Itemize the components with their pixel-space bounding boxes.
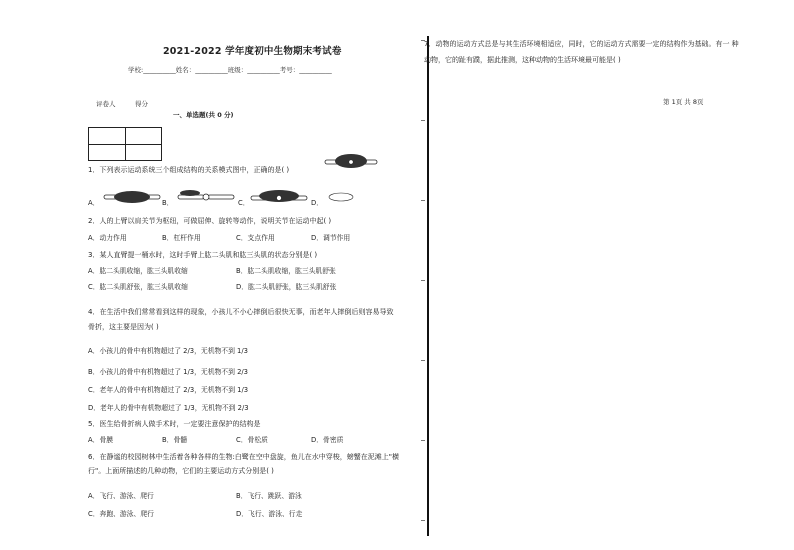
question-5-option-c[interactable]: C．骨松质	[236, 436, 268, 444]
question-2-stem: 2．人的上臂以肩关节为枢纽，可做屈伸、旋转等动作，说明关节在运动中起( )	[88, 217, 332, 225]
question-3-option-a[interactable]: A．肱二头肌收缩，肱三头肌收缩	[88, 267, 188, 275]
question-3-option-d[interactable]: D．肱二头肌舒张，肱三头肌舒张	[236, 283, 337, 291]
question-7-stem-line-2: 动物，它的趾有蹼，据此推测，这种动物的生活环境最可能是( )	[424, 56, 621, 64]
page-number: 第 1页 共 8页	[663, 98, 704, 106]
question-3-stem: 3．某人直臂提一桶水时，这时手臂上肱二头肌和肱三头肌的状态分别是( )	[88, 251, 318, 259]
question-6-option-a[interactable]: A．飞行、游泳、爬行	[88, 492, 154, 500]
question-2-option-b[interactable]: B．杠杆作用	[162, 234, 201, 242]
student-info-line: 学校:__________姓名：__________班级：__________考号：__________	[128, 66, 332, 74]
score-table	[88, 127, 162, 161]
muscle-bone-diagram-icon	[323, 150, 379, 174]
question-6-option-d[interactable]: D．飞行、游泳、行走	[236, 510, 303, 518]
score-label: 得分	[135, 100, 148, 108]
question-1-option-d[interactable]: D．	[311, 199, 324, 207]
question-4-option-c[interactable]: C．老年人的骨中有机物超过了 2/3，无机物不到 1/3	[88, 386, 249, 394]
question-4-option-a[interactable]: A．小孩儿的骨中有机物超过了 2/3，无机物不到 1/3	[88, 347, 248, 355]
question-7-stem-line-1: 7．动物的运动方式总是与其生活环境相适应，同时，它的运动方式需要一定的结构作为基础。有一 种	[424, 40, 739, 48]
option-b-diagram-icon	[176, 186, 236, 208]
question-4-stem-line-2: 骨折，这主要是因为( )	[88, 323, 159, 331]
question-6-option-b[interactable]: B．飞行、跳跃、游泳	[236, 492, 302, 500]
question-6-stem-line-1: 6．在静谧的校园树林中生活着各种各样的生物:白鹭在空中盘旋，鱼儿在水中穿梭，螃蟹在泥滩上"横	[88, 453, 400, 461]
question-3-option-c[interactable]: C．肱二头肌舒张，肱三头肌收缩	[88, 283, 188, 291]
question-5-option-a[interactable]: A．骨膜	[88, 436, 114, 444]
question-4-stem-line-1: 4．在生活中我们常常看到这样的现象，小孩儿不小心摔倒后很快无事，而老年人摔倒后则容易导致	[88, 308, 394, 316]
question-4-option-d[interactable]: D．老年人的骨中有机物超过了 1/3，无机物不到 2/3	[88, 404, 249, 412]
option-c-diagram-icon	[249, 186, 309, 208]
section-title: 一、单选题(共 0 分)	[173, 111, 234, 119]
question-2-option-d[interactable]: D．调节作用	[311, 234, 351, 242]
question-5-stem: 5．医生给骨折病人做手术时，一定要注意保护的结构是	[88, 420, 261, 428]
question-5-option-d[interactable]: D．骨密质	[311, 436, 344, 444]
reviewer-label: 评卷人	[96, 100, 116, 108]
exam-title: 2021-2022 学年度初中生物期末考试卷	[163, 46, 342, 57]
question-4-option-b[interactable]: B．小孩儿的骨中有机物超过了 1/3，无机物不到 2/3	[88, 368, 249, 376]
question-2-option-a[interactable]: A．动力作用	[88, 234, 127, 242]
question-6-option-c[interactable]: C．奔跑、游泳、爬行	[88, 510, 154, 518]
question-1-stem: 1．下列表示运动系统三个组成结构的关系模式图中，正确的是( )	[88, 166, 290, 174]
question-1-option-a[interactable]: A．	[88, 199, 100, 207]
question-2-option-c[interactable]: C．支点作用	[236, 234, 275, 242]
question-5-option-b[interactable]: B．骨髓	[162, 436, 188, 444]
option-d-diagram-icon	[326, 186, 356, 208]
column-divider	[427, 36, 429, 536]
question-1-option-c[interactable]: C．	[238, 199, 250, 207]
question-6-stem-line-2: 行"。上面所描述的几种动物，它们的主要运动方式分别是( )	[88, 467, 274, 475]
option-a-diagram-icon	[102, 186, 162, 208]
question-1-option-b[interactable]: B．	[162, 199, 174, 207]
question-3-option-b[interactable]: B．肱二头肌收缩，肱三头肌舒张	[236, 267, 336, 275]
